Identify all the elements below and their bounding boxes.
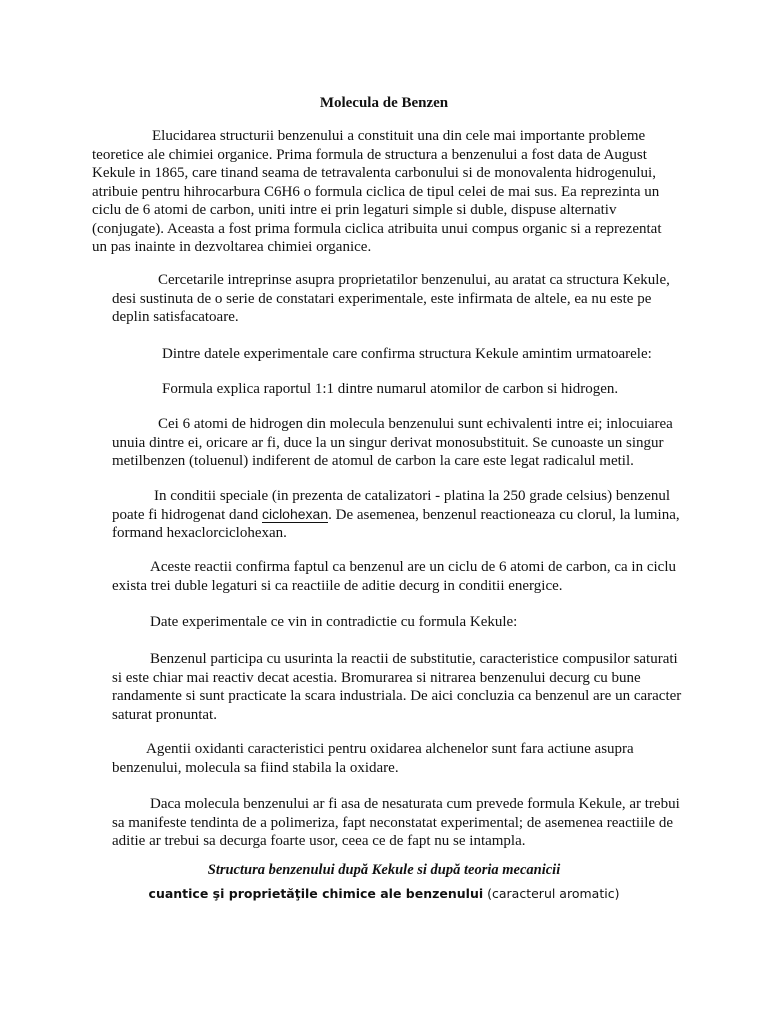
page-title: Molecula de Benzen <box>319 95 449 111</box>
paragraph-hydrogen-equivalence: Cei 6 atomi de hidrogen din molecula benzenului sunt echivalenti intre ei; inlocuiarea unuia dintre ei, oricare ar fi, duce la un singur derivat monosubstituit. Se cunoaste un singur metilbenzen (toluenul) indiferent de atomul de carbon la care este legat radicalul metil. <box>112 416 673 469</box>
paragraph-ratio: Formula explica raportul 1:1 dintre numarul atomilor de carbon si hidrogen. <box>162 381 619 397</box>
paragraph-contradiction-intro: Date experimentale ce vin in contradictie cu formula Kekule: <box>150 614 518 630</box>
figure-caption-line1: Structura benzenului după Kekule si după teoria mecanicii <box>207 862 561 878</box>
paragraph-intro: Elucidarea structurii benzenului a constituit una din cele mai importante probleme teoretice ale chimiei organice. Prima formula de structura a benzenului a fost data de August Kekule in 1865, care tinand seama de tetravalenta carbonului si de monovalenta hidrogenului, atribuie pentru hihrocarbura C6H6 o formula ciclica de tipul celei de mai sus. Ea reprezinta un ciclu de 6 atomi de carbon, uniti intre ei prin legaturi simple si duble, dispuse alternativ (conjugate). Aceasta a fost prima formula ciclica atribuita unui compus organic si a reprezentat un pas inainte in dezvoltarea chimiei organice. <box>92 128 662 255</box>
paragraph-polymerization: Daca molecula benzenului ar fi asa de nesaturata cum prevede formula Kekule, ar trebui sa manifeste tendinta de a polimeriza, fapt neconstatat experimental; de asemenea reactiile de aditie ar trebui sa decurga foarte usor, ceea ce de fapt nu se intampla. <box>112 796 680 849</box>
figure-caption-line2: cuantice şi proprietăţile chimice ale benzenului (caracterul aromatic) <box>148 886 620 901</box>
paragraph-confirming-data-intro: Dintre datele experimentale care confirma structura Kekule amintim urmatoarele: <box>162 346 652 362</box>
paragraph-reactions-confirm: Aceste reactii confirma faptul ca benzenul are un ciclu de 6 atomi de carbon, ca in ciclu exista trei duble legaturi si ca reactiile de aditie decurg in conditii energice. <box>112 559 676 594</box>
paragraph-oxidation: Agentii oxidanti caracteristici pentru oxidarea alchenelor sunt fara actiune asupra benzenului, molecula sa fiind stabila la oxidare. <box>112 741 634 776</box>
ciclohexan-link[interactable]: ciclohexan <box>261 505 329 522</box>
paragraph-substitution: Benzenul participa cu usurinta la reactii de substitutie, caracteristice compusilor saturati si este chiar mai reactiv decat acestia. Bromurarea si nitrarea benzenului decurg cu bune randamente si sunt practicate la scara industriala. De aici concluzia ca benzenul are un caracter saturat pronuntat. <box>112 651 682 723</box>
paragraph-research: Cercetarile intreprinse asupra proprietatilor benzenului, au aratat ca structura Kekule, desi sustinuta de o serie de constatari experimentale, este infirmata de altele, ea nu este pe deplin satisfacatoare. <box>112 272 670 325</box>
paragraph-hydrogenation: In conditii speciale (in prezenta de catalizatori - platina la 250 grade celsius) benzenul poate fi hidrogenat dand ciclohexan. De asemenea, benzenul reactioneaza cu clorul, la lumina, formand hexaclorciclohexan. <box>112 488 680 541</box>
